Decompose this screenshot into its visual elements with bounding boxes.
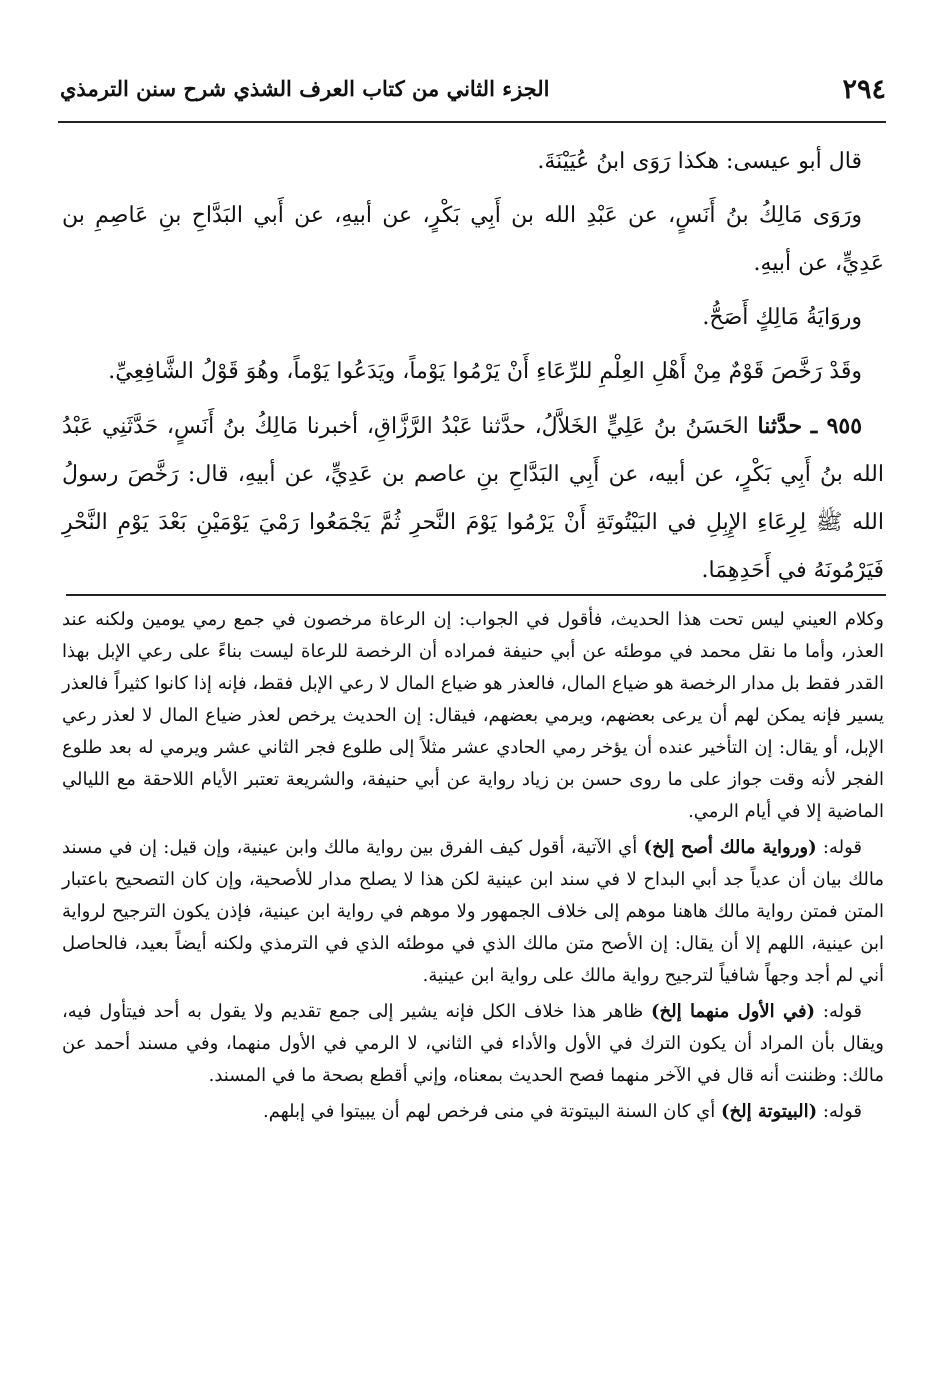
running-title: الجزء الثاني من كتاب العرف الشذي شرح سنن الترمذي (60, 76, 550, 101)
commentary (62, 604, 884, 1132)
commentary-cue: (ورواية مالك أصح إلخ) (643, 837, 817, 858)
commentary-paragraph: وكلام العيني ليس تحت هذا الحديث، فأقول في الجواب: إن الرعاة مرخصون في جمع رمي يومين ولكنه عند العذر، وأما ما نقل محمد في موطئه عن أبي حنيفة فمراده أن الرخصة للرعاة ليست بناءً على رعي الإبل بهذا القدر فقط بل مدار الرخصة هو ضياع المال، فالعذر هو ضياع المال لا رعي الإبل فقط، فإنه إذا كانوا كثيراً فالعذر يسير فإنه يمكن لهم أن يرعى بعضهم، ويرمي بعضهم، فيقال: إن الحديث يرخص لعذر ضياع المال لا لعذر رعي الإبل، أو يقال: إن التأخير عنده أن يؤخر رمي الحادي عشر مثلاً إلى طلوع فجر الثاني عشر ويرمي له بعد طلوع الفجر لأنه وقت جواز على ما روى حسن بن زياد رواية عن أبي حنيفة، والشريعة تعتبر الأيام اللاحقة مع الليالي الماضية إلا في أيام الرمي. (62, 609, 884, 822)
page-number: ٢٩٤ (842, 74, 886, 105)
page-header (60, 70, 886, 118)
hadith-text: الحَسَنُ بنُ عَلِيٍّ الخَلاَّلُ، حدَّثنا عَبْدُ الرَّزَّاقِ، أخبرنا مَالِكُ بنُ أَنَسٍ، حَدَّثَنِي عَبْدُ الله بنُ أَبِي بَكْرٍ، عن أبيه، عن أَبِي البَدَّاحِ بنِ عاصم بن عَدِيٍّ، عن أبيهِ، قال: رَخَّصَ رسولُ الله ﷺ لِرِعَاءِ الإِبِلِ في البَيْتُوتَةِ أَنْ يَرْمُوا يَوْمَ النَّحرِ ثُمَّ يَجْمَعُوا رَمْيَ يَوْمَيْنِ بَعْدَ يَوْمِ النَّحْرِ فَيَرْمُونَهُ في أَحَدِهِمَا. (62, 414, 884, 583)
commentary-paragraph (62, 996, 884, 1092)
main-paragraph: وقَدْ رَخَّصَ قَوْمٌ مِنْ أَهْلِ العِلْمِ للرِّعَاءِ أَنْ يَرْمُوا يَوْماً، ويَدَعُوا يَوْماً، وهُوَ قَوْلُ الشَّافِعِيِّ. (108, 359, 862, 384)
hadith-number: ٩٥٥ ـ (810, 413, 863, 439)
commentary-text: أي كان السنة البيتوتة في منى فرخص لهم أن يبيتوا في إبلهم. (263, 1101, 716, 1122)
footnote-divider (66, 594, 886, 596)
commentary-prefix: قوله: (822, 1001, 862, 1022)
main-text (62, 138, 884, 601)
main-paragraph: قال أبو عيسى: هكذا رَوَى ابنُ عُيَيْنَةَ. (537, 149, 862, 174)
main-paragraph: وروَايَةُ مَالِكٍ أَصَحُّ. (702, 305, 862, 330)
commentary-prefix: قوله: (822, 837, 862, 858)
commentary-cue: (البيتوتة إلخ) (721, 1101, 818, 1122)
main-paragraph: ورَوَى مَالِكُ بنُ أَنَسٍ، عن عَبْدِ الله بن أَبِي بَكْرٍ، عن أبيهِ، عن أَبي البَدَّاحِ بنِ عَاصِمِ بن عَدِيٍّ، عن أبيهِ. (62, 203, 884, 276)
hadith-paragraph (62, 402, 884, 595)
commentary-paragraph (62, 1096, 884, 1128)
commentary-prefix: قوله: (822, 1101, 862, 1122)
commentary-paragraph (62, 832, 884, 992)
hadith-lead: حدَّثنا (757, 413, 803, 439)
commentary-text: أي الآتية، أقول كيف الفرق بين رواية مالك وابن عينية، وإن قيل: إن في مسند مالك بيان أن عدياً جد أبي البداح لا في سند ابن عينية لكن هذا لا يصلح مدار للأصحية، وإن كان التصحيح باعتبار المتن فمتن رواية مالك هاهنا موهم إلى خلاف الجمهور ولا موهم في رواية ابن عينية، فإذن يكون الترجيح لرواية ابن عينية، اللهم إلا أن يقال: إن الأصح متن مالك الذي في موطئه الذي في الترمذي ولكنه أيضاً بعيد، فالحاصل أني لم أجد وجهاً شافياً لترجيح رواية مالك على رواية ابن عينية. (62, 837, 884, 986)
commentary-cue: (في الأول منهما إلخ) (651, 1001, 816, 1022)
header-divider (58, 121, 886, 123)
commentary-text: ظاهر هذا خلاف الكل فإنه يشير إلى جمع تقديم ولا يقول به أحد فيتأول فيه، ويقال بأن المراد أن يكون الترك في الأول والأداء في الثاني، لا الرمي في الأول منهما، وفي مسند أحمد عن مالك: وظننت أنه قال في الآخر منهما فصح الحديث بمعناه، وإني أقطع بصحة ما في المسند. (62, 1001, 884, 1086)
